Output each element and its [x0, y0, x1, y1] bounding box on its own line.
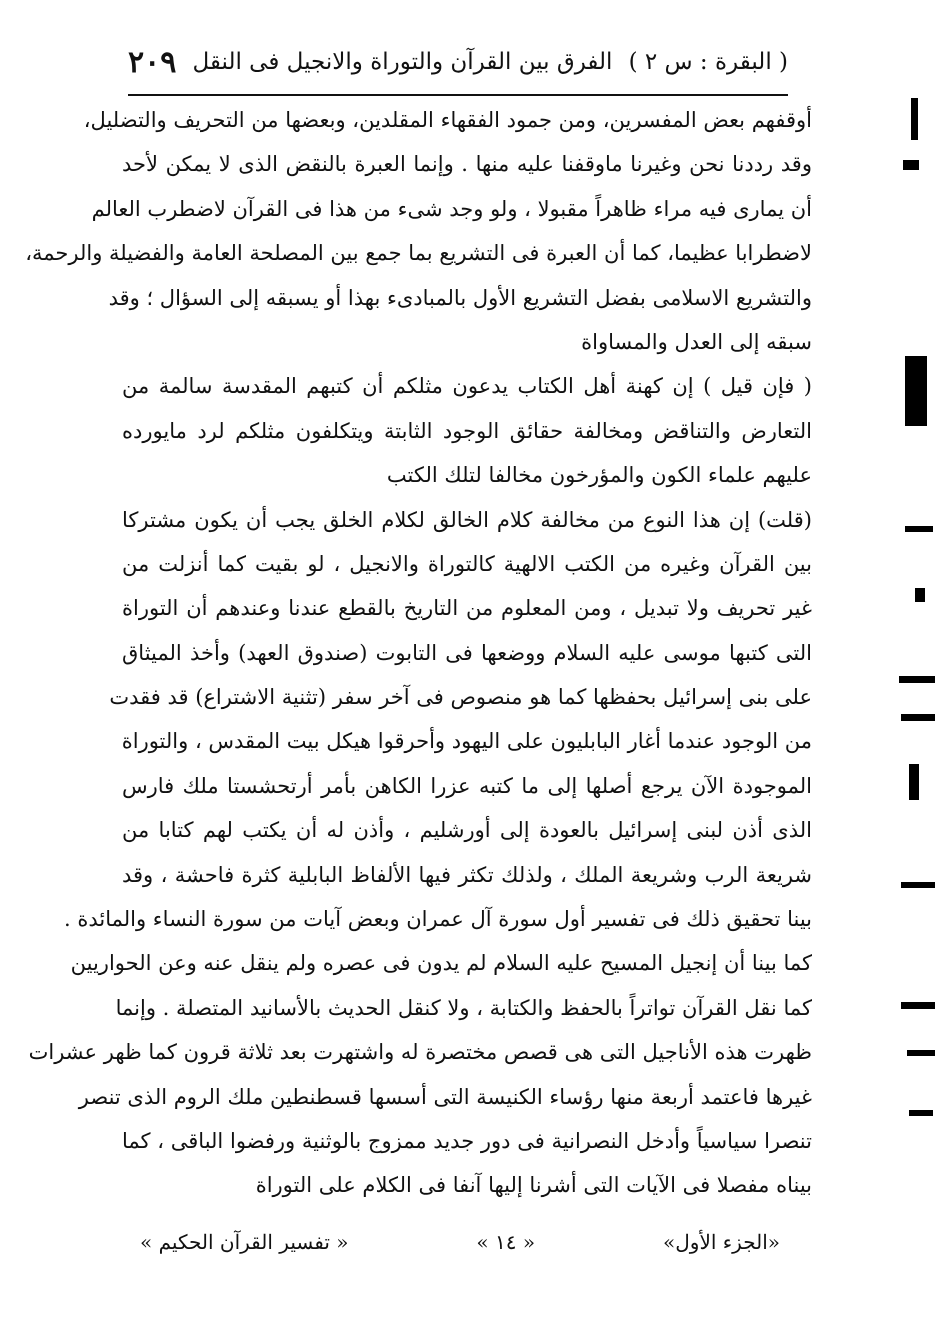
text-line: غيرها فاعتمد أربعة منها رؤساء الكنيسة التى أسسها قسطنطين ملك الروم الذى تنصر	[78, 1084, 812, 1109]
surah-reference: ( البقرة : س ٢ )	[628, 49, 788, 75]
binding-mark	[911, 98, 918, 140]
footer-book-title: « تفسير القرآن الحكيم »	[140, 1230, 349, 1254]
text-line: بين القرآن وغيره من الكتب الالهية كالتوراة والانجيل ، لو بقيت كما أنزلت من	[122, 551, 812, 576]
text-line: على بنى إسرائيل بحفظها كما هو منصوص فى آخر سفر (تثنية الاشتراع) قد فقدت	[109, 685, 812, 710]
text-line: أوقفهم بعض المفسرين، ومن جمود الفقهاء المقلدين، وبعضها من التحريف والتضليل،	[83, 108, 812, 132]
text-line: أن يمارى فيه مراء ظاهراً مقبولا ، ولو وجد شىء من هذا فى القرآن لاضطرب العالم	[91, 196, 812, 221]
text-line: ( فإن قيل ) إن كهنة أهل الكتاب يدعون مثلكم أن كتبهم المقدسة سالمة من	[122, 374, 812, 399]
text-line: غير تحريف ولا تبديل ، ومن المعلوم من التاريخ بالقطع عندنا وعندهم أن التوراة	[122, 596, 812, 621]
binding-mark	[903, 160, 919, 170]
footer	[140, 1222, 780, 1262]
text-line: الذى أذن لبنى إسرائيل بالعودة إلى أورشليم ، وأذن له أن يكتب لهم كتابا من	[122, 818, 812, 843]
binding-mark	[909, 764, 919, 800]
text-line: من الوجود عندما أغار البابليون على اليهود وأحرقوا هيكل بيت المقدس ، والتوراة	[121, 729, 812, 754]
running-header	[128, 30, 788, 96]
text-line: الموجودة الآن يرجع أصلها إلى ما كتبه عزرا الكاهن بأمر أرتحشستا ملك فارس	[122, 773, 812, 798]
binding-mark	[909, 1110, 933, 1116]
footer-sheet-number: « ١٤ »	[476, 1230, 536, 1254]
text-line: كما بينا أن إنجيل المسيح عليه السلام لم يدون فى عصره ولم ينقل عنه وعن الحواريين	[70, 951, 812, 976]
binding-mark	[899, 676, 935, 683]
text-line: لاضطرابا عظيما، كما أن العبرة فى التشريع بما جمع بين المصلحة العامة والفضيلة والرحمة،	[25, 241, 812, 266]
binding-mark	[901, 882, 935, 888]
text-line: عليهم علماء الكون والمؤرخون مخالفا لتلك الكتب	[386, 463, 812, 488]
binding-mark	[915, 588, 925, 602]
text-line: بيناه مفصلا فى الآيات التى أشرنا إليها آنفا فى الكلام على التوراة	[255, 1173, 812, 1198]
binding-mark	[901, 1002, 935, 1009]
binding-mark	[907, 1050, 935, 1056]
text-line: (قلت) إن هذا النوع من مخالفة كلام الخالق لكلام الخلق يجب أن يكون مشتركا	[122, 507, 812, 532]
footer-part: «الجزء الأول»	[663, 1230, 780, 1254]
text-line: والتشريع الاسلامى بفضل التشريع الأول بالمبادىء بهذا أو يسبقه إلى السؤال ؛ وقد	[108, 285, 812, 310]
text-line: تنصرا سياسياً وأدخل النصرانية فى دور جديد ممزوج بالوثنية ورفضوا الباقى ، كما	[122, 1128, 812, 1153]
text-line: كما نقل القرآن تواتراً بالحفظ والكتابة ، ولا كنقل الحديث بالأسانيد المتصلة . وإنما	[115, 995, 812, 1020]
header-title: الفرق بين القرآن والتوراة والانجيل فى النقل	[192, 49, 613, 75]
text-line: التعارض والتناقض ومخالفة حقائق الوجود الثابتة ويتكلفون مثلكم لرد مايورده	[122, 418, 812, 443]
text-line: التى كتبها موسى عليه السلام ووضعها فى التابوت (صندوق العهد) وأخذ الميثاق	[122, 640, 812, 665]
body-text	[25, 98, 812, 1208]
text-line: بينا تحقيق ذلك فى تفسير أول سورة آل عمران وبعض آيات من سورة النساء والمائدة .	[63, 907, 812, 932]
text-line: وقد رددنا نحن وغيرنا ماوقفنا عليه منها . وإنما العبرة بالنقض الذى لا يمكن لأحد	[122, 152, 812, 177]
binding-edge-marks	[897, 0, 937, 1319]
binding-mark	[905, 356, 927, 426]
text-line: سبقه إلى العدل والمساواة	[581, 329, 812, 354]
text-line: شريعة الرب وشريعة الملك ، ولذلك تكثر فيها الألفاظ البابلية كثرة فاحشة ، وقد	[122, 862, 812, 887]
text-line: ظهرت هذه الأناجيل التى هى قصص مختصرة له واشتهرت بعد ثلاثة قرون كما ظهر عشرات	[28, 1040, 812, 1065]
binding-mark	[905, 526, 933, 532]
binding-mark	[901, 714, 935, 721]
page-number: ٢٠٩	[128, 44, 177, 80]
